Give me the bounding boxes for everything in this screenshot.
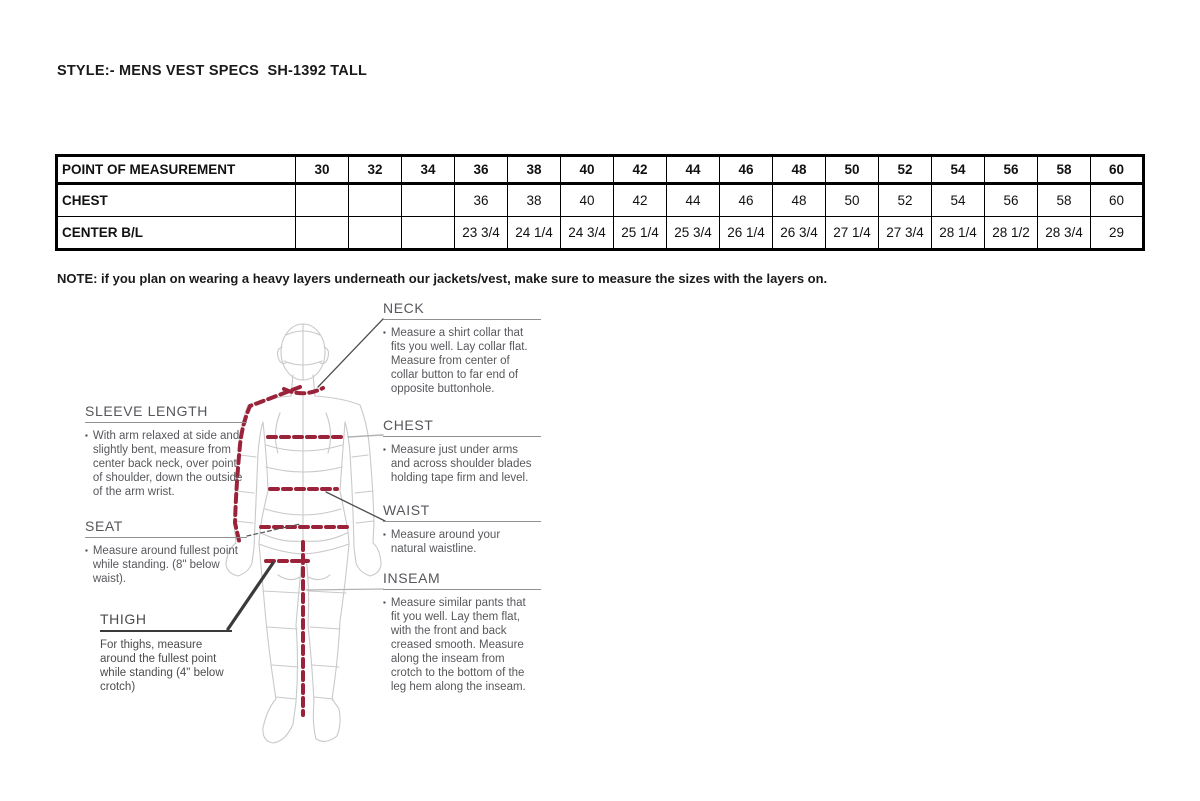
bullet-icon: ▪ [85, 431, 88, 440]
size-cell: 29 [1091, 217, 1144, 250]
size-spec-table [55, 154, 1145, 251]
size-cell: 46 [720, 184, 773, 217]
size-cell [296, 217, 349, 250]
size-cell: 38 [508, 184, 561, 217]
size-cell: 26 3/4 [773, 217, 826, 250]
guide-section-waist [383, 502, 541, 556]
neck-measure-line [284, 388, 323, 393]
inseam-leader-line [306, 589, 383, 590]
table-header-row [57, 156, 1144, 184]
size-column-header: 46 [720, 156, 773, 184]
size-cell: 42 [614, 184, 667, 217]
size-cell: 23 3/4 [455, 217, 508, 250]
size-cell: 48 [773, 184, 826, 217]
guide-section-chest [383, 417, 541, 485]
size-cell [402, 217, 455, 250]
size-cell [402, 184, 455, 217]
size-cell: 25 3/4 [667, 217, 720, 250]
guide-text-seat: Measure around fullest point while standing. (8" below waist). [92, 545, 238, 585]
guide-section-seat [85, 518, 247, 586]
table-row-center-bl [57, 217, 1144, 250]
size-cell: 28 1/2 [985, 217, 1038, 250]
size-column-header: 36 [455, 156, 508, 184]
size-cell: 40 [561, 184, 614, 217]
size-cell: 52 [879, 184, 932, 217]
guide-title-neck: NECK [383, 300, 541, 320]
chest-leader-line [348, 435, 383, 437]
neck-leader-line [318, 319, 383, 387]
size-column-header: 48 [773, 156, 826, 184]
size-cell: 60 [1091, 184, 1144, 217]
size-column-header: 34 [402, 156, 455, 184]
size-column-header: 54 [932, 156, 985, 184]
guide-text-sleeve-length: With arm relaxed at side and slightly bent, measure from center back neck, over point of shoulder, down the outside of the arm wrist. [92, 430, 243, 498]
size-cell: 27 3/4 [879, 217, 932, 250]
guide-section-thigh [100, 611, 232, 694]
size-cell: 50 [826, 184, 879, 217]
measurement-dash-lines [235, 387, 349, 715]
guide-text-inseam: Measure similar pants that fit you well. Lay them flat, with the front and back creased smooth. Measure along the inseam from crotch to the bottom of the leg hem along the inseam. [390, 597, 526, 693]
guide-section-neck [383, 300, 541, 396]
size-cell: 56 [985, 184, 1038, 217]
size-cell: 58 [1038, 184, 1091, 217]
size-cell: 28 1/4 [932, 217, 985, 250]
size-cell [296, 184, 349, 217]
guide-title-inseam: INSEAM [383, 570, 541, 590]
guide-title-seat: SEAT [85, 518, 247, 538]
size-column-header: 40 [561, 156, 614, 184]
size-column-header: 44 [667, 156, 720, 184]
size-column-header: 42 [614, 156, 667, 184]
size-cell: 27 1/4 [826, 217, 879, 250]
bullet-icon: ▪ [383, 598, 386, 607]
size-column-header: 52 [879, 156, 932, 184]
guide-text-thigh: For thighs, measure around the fullest point while standing (4" below crotch) [100, 639, 224, 693]
size-cell [349, 184, 402, 217]
row-label-center-bl: CENTER B/L [57, 217, 296, 250]
guide-section-inseam [383, 570, 541, 694]
size-column-header: 56 [985, 156, 1038, 184]
row-label-chest: CHEST [57, 184, 296, 217]
size-cell [349, 217, 402, 250]
table-row-chest [57, 184, 1144, 217]
guide-title-sleeve-length: SLEEVE LENGTH [85, 403, 247, 423]
bullet-icon: ▪ [383, 328, 386, 337]
note-text: NOTE: if you plan on wearing a heavy layers underneath our jackets/vest, make sure to measure the sizes with the layers on. [57, 271, 828, 286]
guide-text-waist: Measure around your natural waistline. [390, 529, 501, 555]
size-cell: 24 3/4 [561, 217, 614, 250]
guide-title-thigh: THIGH [100, 611, 232, 632]
bullet-icon: ▪ [383, 530, 386, 539]
guide-title-chest: CHEST [383, 417, 541, 437]
size-cell: 54 [932, 184, 985, 217]
size-cell: 28 3/4 [1038, 217, 1091, 250]
guide-section-sleeve-length [85, 403, 247, 499]
leader-lines [228, 319, 385, 629]
size-cell: 44 [667, 184, 720, 217]
bullet-icon: ▪ [85, 546, 88, 555]
size-cell: 36 [455, 184, 508, 217]
bullet-icon: ▪ [383, 445, 386, 454]
size-column-header: 32 [349, 156, 402, 184]
page-title: STYLE:- MENS VEST SPECS SH-1392 TALL [57, 63, 368, 79]
size-column-header: 50 [826, 156, 879, 184]
size-cell: 24 1/4 [508, 217, 561, 250]
size-cell: 26 1/4 [720, 217, 773, 250]
size-column-header: 58 [1038, 156, 1091, 184]
guide-text-neck: Measure a shirt collar that fits you well. Lay collar flat. Measure from center of collar button to far end of opposite buttonhole. [390, 327, 528, 395]
column-header-point-of-measurement: POINT OF MEASUREMENT [57, 156, 296, 184]
size-column-header: 38 [508, 156, 561, 184]
size-column-header: 60 [1091, 156, 1144, 184]
waist-leader-line [326, 492, 385, 521]
guide-text-chest: Measure just under arms and across shoulder blades holding tape firm and level. [390, 444, 532, 484]
size-cell: 25 1/4 [614, 217, 667, 250]
size-column-header: 30 [296, 156, 349, 184]
guide-title-waist: WAIST [383, 502, 541, 522]
